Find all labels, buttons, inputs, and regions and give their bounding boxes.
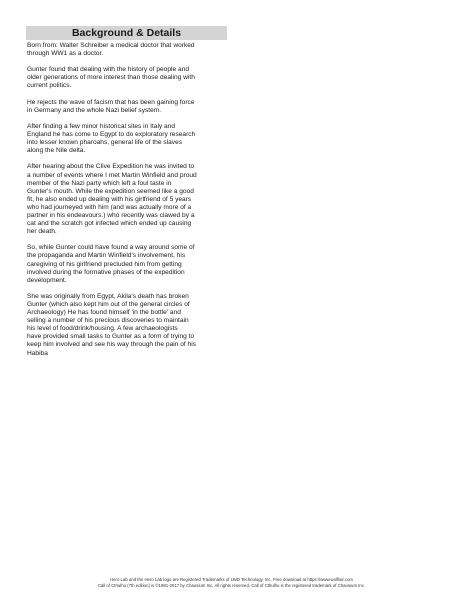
page-footer — [0, 577, 463, 589]
background-details-section — [26, 26, 227, 366]
paragraph-born-from: Born from: Walter Schreiber a medical doctor that worked through WW1 as a doctor. — [27, 42, 195, 58]
paragraph-clive-expedition: After hearing about the Clive Expedition he was invited to a number of events where I met Martin Winfield and proud member of the Nazi party which left a foul taste in Gunter's mouth. While the expedition seemed like a good fit, he also ended up dealing with his girlfriend of 5 years who had journeyed with him (and was actually more of a partner in his endeavours.) who recently was clawed by a cat and the scratch got infected which ended up causing her death. — [27, 163, 197, 236]
footer-copyright-line: Call of Cthulhu (7th edition) is ©1981-2017 by Chaosium Inc. All rights reserved. Call of Cthulhu is the registered trademark of Chaosium Inc. — [97, 583, 366, 588]
footer-trademark-line: Hero Lab and the Hero Lab logo are Registered Trademarks of LWD Technology, Inc. Free download at https://www.wolflair.com — [110, 577, 353, 582]
paragraph-akila-death: She was originally from Egypt, Akila's death has broken Gunter (which also kept him out of the general circles of Archaeology) He has found himself 'in the bottle' and selling a number of his precious discoveries to maintain his level of food/drink/housing. A few archaeologists have provided small tasks to Gunter as a form of trying to keep him involved and see his way through the pain of his Habiba — [27, 292, 196, 357]
paragraph-egypt-research: After finding a few minor historical sites in Italy and England he has come to Egypt to do exploratory research into lesser known pharoahs, general life of the slaves along the Nile delta. — [27, 122, 196, 155]
paragraph-history-interest: Gunter found that dealing with the history of people and older generations of more interest than those dealing with current politics. — [27, 66, 195, 90]
section-title: Background & Details — [26, 26, 227, 40]
paragraph-rejects-facism: He rejects the wave of facism that has been gaining force in Germany and the whole Nazi belief system. — [27, 98, 195, 114]
paragraph-caregiving: So, while Gunter could have found a way around some of the propaganda and Martin Winfield's involvement, his caregiving of his girlfriend precluded him from getting involved during the formative phases of the expedition development. — [27, 244, 195, 284]
